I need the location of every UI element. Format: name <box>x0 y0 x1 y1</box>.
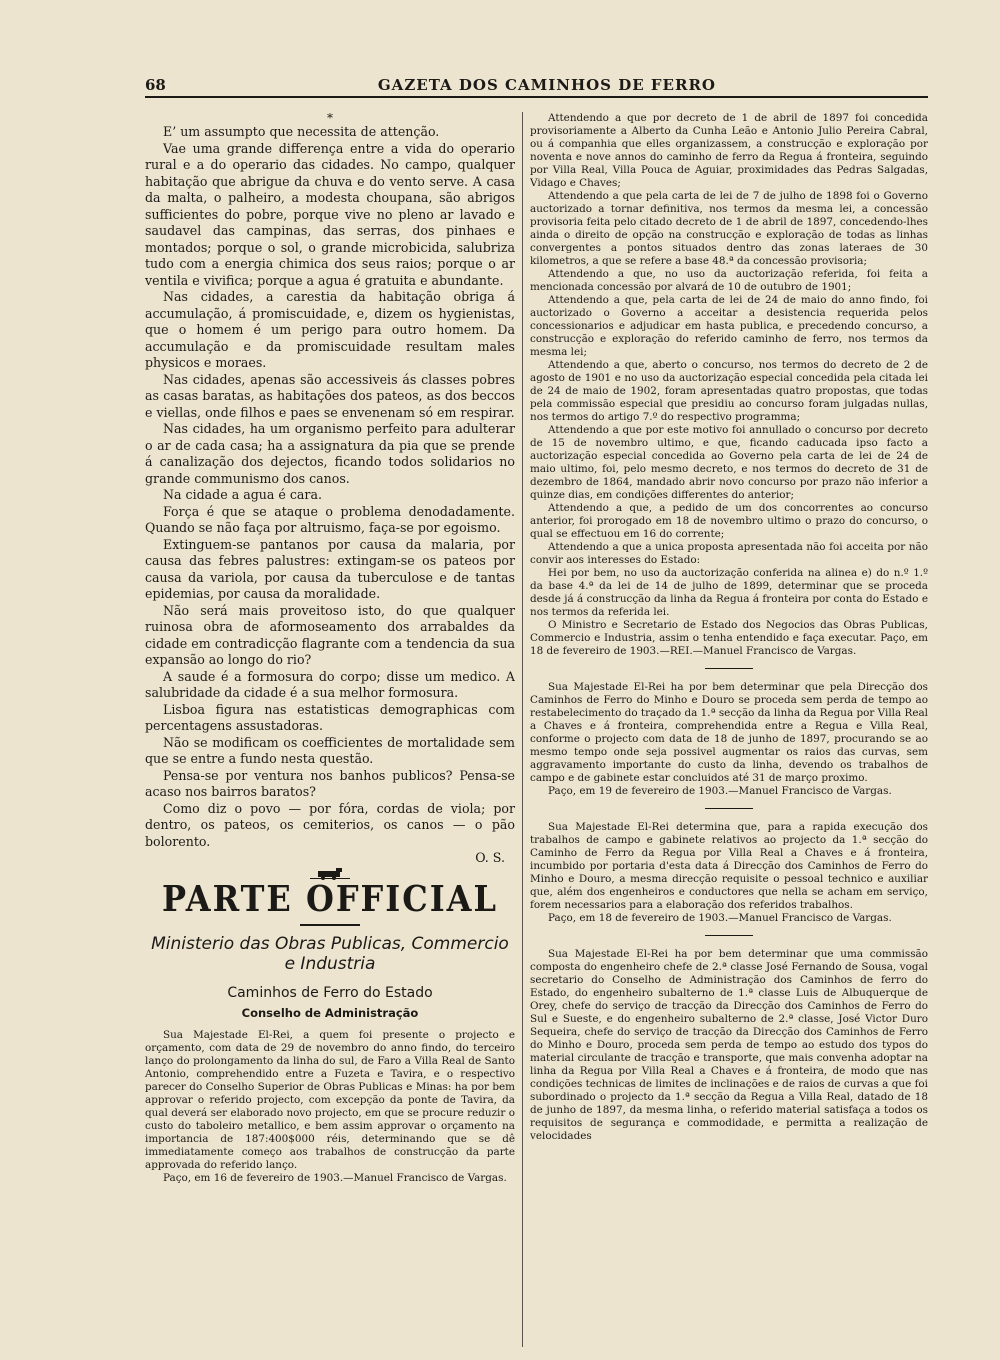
decree-paragraph: Attendendo a que, pela carta de lei de 24 de maio do anno findo, foi auctorizado o Governo a acceitar a desistencia requerida pelos concessionarios e adjudicar em hasta publica, e precedendo concurso, a construcção e exploração do referido caminho de ferro, nos termos da mesma lei; <box>530 294 928 358</box>
decree-paragraph: Sua Majestade El-Rei ha por bem determinar que pela Direcção dos Caminhos de Ferro do Minho e Douro se proceda sem perda de tempo ao restabelecimento do traçado da 1.ª secção da linha da Regua por Villa Real a Chaves e á fronteira, comprehendida entre a Regua e Villa Real, conforme o projecto com data de 18 de junho de 1897, procurando se ao mesmo tempo onde seja possivel augmentar os raios das curvas, sem aggravamento importante do custo da linha, devendo os trabalhos de campo e de gabinete estar concluidos até 31 de março proximo. <box>530 681 928 784</box>
section-separator <box>705 668 753 669</box>
article-paragraph: Vae uma grande differença entre a vida do operario rural e a do operario das cidades. No campo, qualquer habitação que abrigue da chuva e do vento serve. A casa da malta, o palheiro, a modesta choupana, são abrigos sufficientes do pobre, porque vive no pleno ar lavado e saudavel das campinas, das serras, dos pinhaes e montados; porque o sol, o grande microbicida, salubriza tudo com a energia chimica dos seus raios; porque o ar ventila e vivifica; porque a agua é gratuita e abundante. <box>145 140 515 288</box>
decree-paragraph: Attendendo a que, no uso da auctorização referida, foi feita a mencionada concessão por alvará de 10 de outubro de 1901; <box>530 268 928 293</box>
article-paragraph: Nas cidades, apenas são accessiveis ás classes pobres as casas baratas, as habitações dos pateos, as dos beccos e viellas, onde filhos e paes se envenenam só em respirar. <box>145 371 515 420</box>
article-paragraph: Força é que se ataque o problema denodadamente. Quando se não faça por altruismo, faça-se por egoismo. <box>145 503 515 535</box>
subheading-council: Conselho de Administração <box>241 1006 419 1020</box>
decree-paragraph: Attendendo a que pela carta de lei de 7 de julho de 1898 foi o Governo auctorizado a tornar definitiva, nos termos da mesma lei, a concessão provisoria feita pelo citado decreto de 1 de abril de 1897, concedendo-lhes ainda o direito de opção na construcção e exploração de todas as linhas convergentes a pontos situados dentro das zonas lateraes de 30 kilometros, a que se refere a base 48.ª da concessão provisoria; <box>530 190 928 267</box>
article-paragraph: A saude é a formosura do corpo; disse um medico. A salubridade da cidade é a sua melhor formosura. <box>145 668 515 700</box>
decree-paragraph: Attendendo a que a unica proposta apresentada não foi acceita por não convir aos interesses do Estado: <box>530 541 928 566</box>
decree-signature: Paço, em 18 de fevereiro de 1903.—Manuel Francisco de Vargas. <box>548 912 892 924</box>
decree-paragraph: Sua Majestade El-Rei ha por bem determinar que uma commissão composta do engenheiro chefe de 2.ª classe José Fernando de Sousa, vogal secretario do Conselho de Administração dos Caminhos de ferro do Estado, do engenheiro subalterno de 1.ª classe Luis de Albuquerque de Orey, chefe do serviço de tracção da Direcção dos Caminhos de Ferro do Sul e Sueste, e do engenheiro subalterno de 2.ª classe, José Victor Duro Sequeira, chefe do serviço de tracção da Direcção dos Caminhos de Ferro do Minho e Douro, proceda sem perda de tempo ao estudo dos typos do material circulante de tracção e transporte, que mais convenha adoptar na linha da Regua por Villa Real a Chaves e á fronteira, de modo que nas condições technicas de limites de inclinações e de raios de curvas a que foi subordinado o projecto da 1.ª secção da Regua a Villa Real, datado de 18 de junho de 1897, da mesma linha, o referido material satisfaça a todos os requisitos de segurança e commodidade, e permitta a realização de velocidades <box>530 948 928 1142</box>
article-paragraph: Não será mais proveitoso isto, do que qualquer ruinosa obra de aformoseamento dos arrabaldes da cidade em contradicção flagrante com a tendencia da sua expansão ao longo do rio? <box>145 602 515 667</box>
subheading-railways: Caminhos de Ferro do Estado <box>227 985 433 1001</box>
decree-paragraph: Sua Majestade El-Rei, a quem foi presente o projecto e orçamento, com data de 29 de novembro do anno findo, do terceiro lanço do prolongamento da linha do sul, de Faro a Villa Real de Santo Antonio, comprehendido entre a Fuzeta e Tavira, e o respectivo parecer do Conselho Superior de Obras Publicas e Minas: ha por bem approvar o referido projecto, com excepção da ponte de Tavira, da qual deverá ser elaborado novo projecto, em que se procure reduzir o custo do taboleiro metallico, e bem assim approvar o orçamento na importancia de 187:400$000 réis, determinando que se dê immediatamente começo aos trabalhos de construcção da parte approvada do referido lanço. <box>145 1029 515 1171</box>
decree-paragraph: Attendendo a que, aberto o concurso, nos termos do decreto de 2 de agosto de 1901 e no uso da auctorização especial concedida pela citada lei de 24 de maio de 1902, foram apresentadas quatro propostas, que todas pela commissão especial que presidiu ao concurso foram julgadas nullas, nos termos do artigo 7.º do respectivo programma; <box>530 359 928 423</box>
article-paragraph: Pensa-se por ventura nos banhos publicos? Pensa-se acaso nos bairros baratos? <box>145 767 515 799</box>
decree-paragraph: Attendendo a que por decreto de 1 de abril de 1897 foi concedida provisoriamente a Alberto da Cunha Leão e Antonio Julio Pereira Cabral, ou á companhia que elles organizassem, a construcção e exploração por noventa e nove annos do caminho de ferro da Regua á fronteira, seguindo por Villa Real, Villa Pouca de Aguiar, proximidades das Pedras Salgadas, Vidago e Chaves; <box>530 112 928 189</box>
column-divider <box>522 112 523 1347</box>
article-paragraph: Nas cidades, ha um organismo perfeito para adulterar o ar de cada casa; ha a assignatura da pia que se prende á canalização dos dejectos, ficando todos solidarios no grande communismo dos canos. <box>145 421 515 486</box>
ministry-heading: Ministerio das Obras Publicas, Commercio e Industria <box>151 934 509 974</box>
decree-paragraph: Attendendo a que, a pedido de um dos concorrentes ao concurso anterior, foi prorogado em 18 de novembro ultimo o prazo do concurso, o qual se effectuou em 16 do corrente; <box>530 502 928 540</box>
page-header <box>145 76 928 98</box>
article-paragraph: Nas cidades, a carestia da habitação obriga á accumulação, á promiscuidade, e, dizem os hygienistas, que o homem é um perigo para outro homem. Da accumulação e da promiscuidade resultam males physicos e moraes. <box>145 289 515 370</box>
decree-paragraph: O Ministro e Secretario de Estado dos Negocios das Obras Publicas, Commercio e Industria, assim o tenha entendido e faça executar. Paço, em 18 de fevereiro de 1903.—REI.—Manuel Francisco de Vargas. <box>530 619 928 657</box>
article-paragraph: E’ um assumpto que necessita de attenção. <box>163 124 440 139</box>
article-signature: O. S. <box>475 850 505 865</box>
article-paragraph: Não se modificam os coefficientes de mortalidade sem que se entre a fundo nesta questão. <box>145 734 515 766</box>
article-paragraph: Como diz o povo — por fóra, cordas de viola; por dentro, os pateos, os cemiterios, os canos — o pão bolorento. <box>145 800 515 849</box>
decree-signature: Paço, em 16 de fevereiro de 1903.—Manuel Francisco de Vargas. <box>163 1172 507 1184</box>
section-separator <box>705 935 753 936</box>
section-separator <box>705 808 753 809</box>
right-column <box>530 112 928 1347</box>
article-paragraph: Lisboa figura nas estatisticas demographicas com percentagens assustadoras. <box>145 701 515 733</box>
asterisk-divider: * <box>327 112 333 125</box>
decree-signature: Paço, em 19 de fevereiro de 1903.—Manuel Francisco de Vargas. <box>548 785 892 797</box>
decree-paragraph: Attendendo a que por este motivo foi annullado o concurso por decreto de 15 de novembro ultimo, e que, ficando caducada ipso facto a auctorização especial concedida ao Governo pela carta de lei de 24 de maio ultimo, foi, pelo mesmo decreto, e nos termos do decreto de 31 de dezembro de 1864, mandado abrir novo concurso por prazo não inferior a quinze dias, em condições differentes do anterior; <box>530 424 928 501</box>
left-column <box>145 112 515 1347</box>
title-rule <box>300 924 360 926</box>
article-paragraph: Na cidade a agua é cara. <box>163 487 322 502</box>
article-paragraph: Extinguem-se pantanos por causa da malaria, por causa das febres palustres: extingam-se os pateos por causa da variola, por causa da tuberculose e de tantas epidemias, por causa da moralidade. <box>145 536 515 601</box>
running-title: GAZETA DOS CAMINHOS DE FERRO <box>377 76 716 94</box>
decree-paragraph: Hei por bem, no uso da auctorização conferida na alinea e) do n.º 1.º da base 4.ª da lei de 14 de julho de 1899, determinar que se proceda desde já á construcção da linha da Regua á fronteira por conta do Estado e nos termos da referida lei. <box>530 567 928 618</box>
decree-paragraph: Sua Majestade El-Rei determina que, para a rapida execução dos trabalhos de campo e gabinete relativos ao projecto da 1.ª secção do Caminho de Ferro da Regua por Villa Real a Chaves e á fronteira, incumbido por portaria d'esta data á Direcção dos Caminhos de Ferro do Minho e Douro, a mesma direcção requisite o pessoal technico e auxiliar que, além dos engenheiros e conductores que nella se acham em serviço, forem necessarios para a elaboração dos referidos trabalhos. <box>530 821 928 911</box>
page-number: 68 <box>145 76 166 94</box>
section-title: PARTE OFFICIAL <box>162 878 498 920</box>
